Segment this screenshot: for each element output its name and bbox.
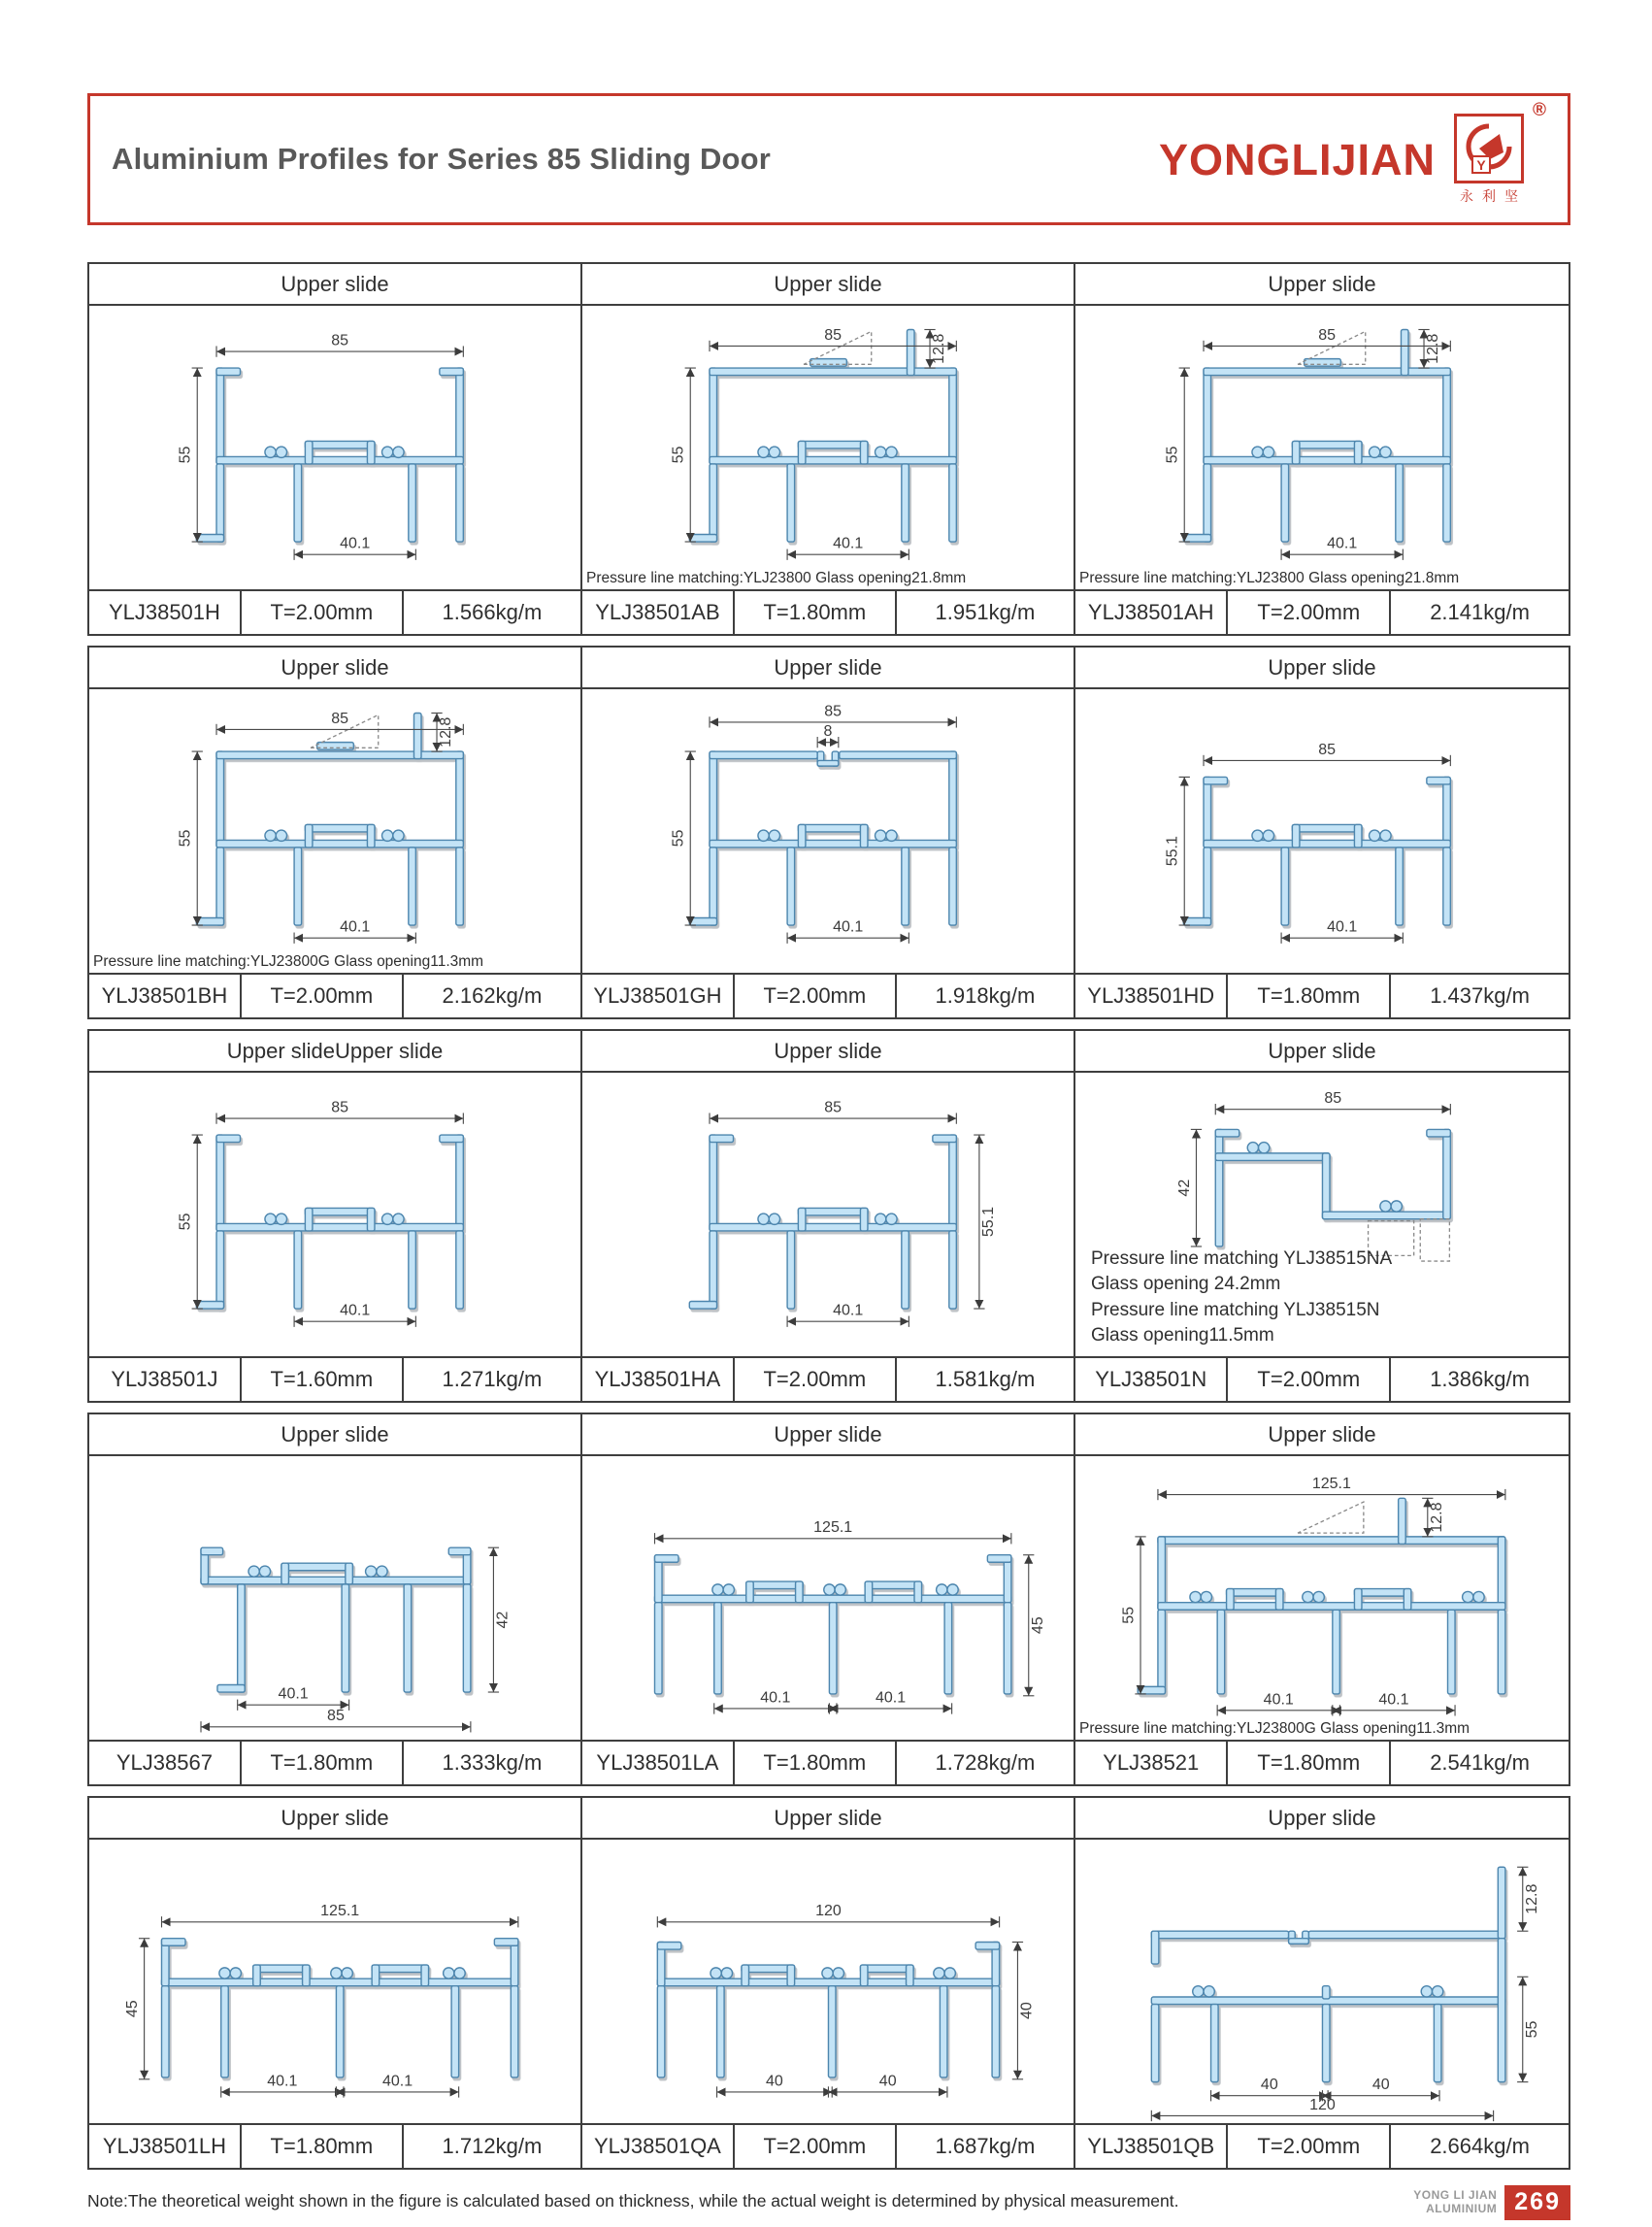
dimension-label: 120	[815, 1903, 842, 1920]
weight-value: 2.141kg/m	[1430, 600, 1530, 624]
profile-cell	[582, 1798, 1075, 2168]
dimension-label: 85	[331, 1099, 349, 1116]
profile-cell	[89, 1798, 582, 2168]
pressure-note: Pressure line matching:YLJ23800 Glass opening21.8mm	[1079, 570, 1460, 586]
profile-drawing	[1075, 1456, 1569, 1740]
footer-brand	[1413, 2185, 1570, 2220]
profile-drawing	[89, 689, 580, 973]
thickness-value: T=2.00mm	[735, 2125, 897, 2168]
profile-cell	[89, 1031, 582, 1401]
dimension-label: 85	[327, 1708, 345, 1725]
thickness-value: T=1.80mm	[1228, 1742, 1391, 1784]
dimension-label: 85	[824, 326, 843, 344]
dimension-label: 40.1	[833, 535, 864, 552]
profile-drawing	[582, 1456, 1074, 1740]
weight-value: 2.541kg/m	[1430, 1750, 1530, 1775]
dimension-label: 45	[124, 2000, 142, 2018]
brand-chinese: 永利坚	[1460, 187, 1527, 204]
cell-header: Upper slide	[89, 648, 580, 689]
cell-data-row	[1075, 591, 1569, 634]
profile-group	[87, 646, 1570, 1019]
cell-drawing	[89, 306, 580, 591]
profile-drawing	[89, 306, 580, 589]
pressure-note-line: Pressure line matching YLJ38515N	[1091, 1299, 1380, 1320]
dimension-label: 55	[670, 446, 687, 464]
model-code: YLJ38501H	[89, 591, 242, 634]
footer-brand-line1: YONG LI JIAN	[1413, 2188, 1498, 2203]
cell-data-row	[89, 1358, 580, 1401]
dimension-label: 55	[1120, 1606, 1138, 1624]
dimension-label: 40	[878, 2073, 897, 2090]
weight-value: 1.566kg/m	[442, 600, 543, 624]
cell-drawing	[582, 306, 1074, 591]
thickness-value: T=1.80mm	[735, 591, 897, 634]
weight-value: 2.162kg/m	[442, 983, 543, 1008]
profile-cell	[582, 648, 1075, 1017]
dimension-label: 40.1	[875, 1689, 907, 1707]
dimension-label: 40.1	[340, 535, 371, 552]
cell-drawing	[89, 1840, 580, 2125]
profile-cell	[89, 264, 582, 634]
dimension-label: 85	[331, 332, 349, 349]
profile-cell	[1075, 648, 1569, 1017]
profile-cell	[89, 1414, 582, 1784]
page-title: Aluminium Profiles for Series 85 Sliding Door	[112, 142, 772, 176]
dimension-label: 42	[494, 1611, 512, 1629]
cell-data-row	[1075, 1742, 1569, 1784]
dimension-label: 40.1	[1378, 1691, 1409, 1709]
model-code: YLJ38501QB	[1075, 2125, 1228, 2168]
profile-cell	[582, 264, 1075, 634]
thickness-value: T=1.80mm	[242, 1742, 404, 1784]
thickness-value: T=1.80mm	[242, 2125, 404, 2168]
cell-header: Upper slide	[1075, 1031, 1569, 1073]
weight-value: 1.918kg/m	[935, 983, 1036, 1008]
cell-header: Upper slide	[89, 1414, 580, 1456]
model-code: YLJ38501GH	[582, 975, 735, 1017]
weight-value: 2.664kg/m	[1430, 2134, 1530, 2158]
profile-cell	[582, 1031, 1075, 1401]
dimension-label: 12.8	[438, 716, 455, 748]
thickness-value: T=2.00mm	[735, 975, 897, 1017]
profile-drawing	[1075, 689, 1569, 973]
profile-cell	[1075, 264, 1569, 634]
cell-data-row	[89, 1742, 580, 1784]
dimension-label: 85	[331, 710, 349, 727]
cell-header: Upper slide	[582, 648, 1074, 689]
pressure-note-line: Glass opening 24.2mm	[1091, 1274, 1281, 1295]
weight-value: 1.333kg/m	[442, 1750, 543, 1775]
cell-data-row	[582, 1742, 1074, 1784]
dimension-label: 55	[1164, 446, 1181, 464]
model-code: YLJ38501LH	[89, 2125, 242, 2168]
dimension-label: 85	[1318, 326, 1337, 344]
profile-drawing	[582, 306, 1074, 589]
cell-drawing	[1075, 689, 1569, 975]
thickness-value: T=1.80mm	[1228, 975, 1391, 1017]
profile-group	[87, 1413, 1570, 1786]
dimension-label: 40.1	[340, 1302, 371, 1319]
footer-brand-line2: ALUMINIUM	[1426, 2202, 1498, 2215]
model-code: YLJ38501J	[89, 1358, 242, 1401]
pressure-note-line: Pressure line matching YLJ38515NA	[1091, 1248, 1393, 1270]
page-header	[87, 93, 1570, 225]
thickness-value: T=2.00mm	[1228, 591, 1391, 634]
dimension-label: 125.1	[320, 1903, 360, 1920]
model-code: YLJ38501N	[1075, 1358, 1228, 1401]
profile-drawing	[89, 1840, 580, 2123]
thickness-value: T=2.00mm	[1228, 2125, 1391, 2168]
cell-header: Upper slide	[1075, 648, 1569, 689]
cell-data-row	[89, 975, 580, 1017]
weight-value: 1.687kg/m	[935, 2134, 1036, 2158]
dimension-label: 55	[670, 829, 687, 848]
dimension-label: 12.8	[1523, 1883, 1540, 1914]
profile-group	[87, 262, 1570, 636]
dimension-label: 40	[1260, 2077, 1278, 2094]
thickness-value: T=2.00mm	[242, 975, 404, 1017]
cell-drawing	[1075, 1456, 1569, 1742]
profile-drawing	[582, 1073, 1074, 1356]
profile-cell	[1075, 1031, 1569, 1401]
brand-mark-letter: Y	[1476, 156, 1486, 173]
dimension-label: 40.1	[1327, 918, 1358, 936]
thickness-value: T=2.00mm	[1228, 1358, 1391, 1401]
thickness-value: T=2.00mm	[735, 1358, 897, 1401]
model-code: YLJ38501LA	[582, 1742, 735, 1784]
dimension-label: 55	[177, 1213, 194, 1231]
dimension-label: 40	[1018, 2002, 1036, 2020]
dimension-label: 40.1	[760, 1689, 791, 1707]
thickness-value: T=1.80mm	[735, 1742, 897, 1784]
cell-data-row	[1075, 975, 1569, 1017]
cell-header: Upper slide	[1075, 1798, 1569, 1840]
weight-value: 1.951kg/m	[935, 600, 1036, 624]
thickness-value: T=1.60mm	[242, 1358, 404, 1401]
dimension-label: 40.1	[381, 2073, 413, 2090]
profile-drawing	[89, 1073, 580, 1356]
dimension-label: 8	[823, 723, 833, 741]
profile-drawing	[1075, 306, 1569, 589]
cell-drawing	[1075, 1073, 1569, 1358]
cell-header: Upper slide	[582, 1031, 1074, 1073]
cell-drawing	[1075, 306, 1569, 591]
profile-drawing	[582, 689, 1074, 973]
brand-swirl-icon	[1460, 119, 1518, 178]
cell-header: Upper slide	[582, 264, 1074, 306]
weight-value: 1.728kg/m	[935, 1750, 1036, 1775]
dimension-label: 12.8	[1428, 1502, 1445, 1533]
profile-cell	[582, 1414, 1075, 1784]
model-code: YLJ38501AB	[582, 591, 735, 634]
dimension-label: 40.1	[1327, 535, 1358, 552]
model-code: YLJ38567	[89, 1742, 242, 1784]
dimension-label: 85	[1318, 741, 1337, 758]
page-footer	[87, 2185, 1570, 2220]
dimension-label: 40.1	[1263, 1691, 1294, 1709]
pressure-note: Pressure line matching:YLJ23800 Glass opening21.8mm	[586, 570, 967, 586]
dimension-label: 40.1	[833, 918, 864, 936]
cell-data-row	[582, 1358, 1074, 1401]
cell-data-row	[582, 2125, 1074, 2168]
cell-header: Upper slideUpper slide	[89, 1031, 580, 1073]
dimension-label: 125.1	[1311, 1475, 1351, 1492]
cell-data-row	[1075, 1358, 1569, 1401]
weight-value: 1.712kg/m	[442, 2134, 543, 2158]
dimension-label: 55.1	[1164, 836, 1181, 867]
profile-drawing	[1075, 1840, 1569, 2123]
model-code: YLJ38501HA	[582, 1358, 735, 1401]
profile-cell	[89, 648, 582, 1017]
weight-value: 1.386kg/m	[1430, 1367, 1530, 1391]
dimension-label: 40	[765, 2073, 783, 2090]
brand-logo	[1158, 99, 1546, 206]
dimension-label: 55	[177, 446, 194, 464]
cell-drawing	[582, 689, 1074, 975]
cell-data-row	[89, 591, 580, 634]
profile-drawing	[89, 1456, 580, 1740]
dimension-label: 55	[177, 829, 194, 848]
model-code: YLJ38501BH	[89, 975, 242, 1017]
dimension-label: 55	[1523, 2020, 1540, 2039]
dimension-label: 55.1	[980, 1206, 998, 1238]
cell-data-row	[89, 2125, 580, 2168]
cell-drawing	[582, 1840, 1074, 2125]
dimension-label: 40	[1371, 2077, 1390, 2094]
cell-drawing	[582, 1456, 1074, 1742]
model-code: YLJ38501QA	[582, 2125, 735, 2168]
model-code: YLJ38501HD	[1075, 975, 1228, 1017]
cell-drawing	[1075, 1840, 1569, 2125]
cell-drawing	[582, 1073, 1074, 1358]
dimension-label: 40.1	[833, 1302, 864, 1319]
registered-mark: ®	[1533, 99, 1546, 120]
cell-data-row	[582, 975, 1074, 1017]
pressure-notes	[1091, 1246, 1392, 1348]
pressure-note-line: Glass opening11.5mm	[1091, 1324, 1274, 1346]
pressure-note: Pressure line matching:YLJ23800G Glass opening11.3mm	[1079, 1720, 1470, 1737]
cell-header: Upper slide	[89, 264, 580, 306]
dimension-label: 85	[824, 1099, 843, 1116]
dimension-label: 85	[824, 703, 843, 720]
weight-value: 1.271kg/m	[442, 1367, 543, 1391]
cell-header: Upper slide	[582, 1414, 1074, 1456]
dimension-label: 45	[1029, 1616, 1046, 1635]
page-number: 269	[1504, 2185, 1570, 2220]
cell-data-row	[582, 591, 1074, 634]
cell-header: Upper slide	[1075, 1414, 1569, 1456]
profile-table	[87, 262, 1570, 2170]
dimension-label: 40.1	[267, 2073, 298, 2090]
dimension-label: 12.8	[931, 333, 948, 364]
weight-value: 1.581kg/m	[935, 1367, 1036, 1391]
dimension-label: 120	[1309, 2096, 1336, 2113]
footer-note: Note:The theoretical weight shown in the figure is calculated based on thickness, while the actual weight is determined by physical measurement.	[87, 2191, 1179, 2210]
cell-drawing	[89, 1456, 580, 1742]
profile-cell	[1075, 1414, 1569, 1784]
profile-group	[87, 1796, 1570, 2170]
profile-group	[87, 1029, 1570, 1403]
profile-cell	[1075, 1798, 1569, 2168]
profile-drawing	[582, 1840, 1074, 2123]
cell-header: Upper slide	[1075, 264, 1569, 306]
dimension-label: 12.8	[1425, 333, 1442, 364]
cell-header: Upper slide	[89, 1798, 580, 1840]
model-code: YLJ38501AH	[1075, 591, 1228, 634]
dimension-label: 40.1	[278, 1685, 309, 1703]
weight-value: 1.437kg/m	[1430, 983, 1530, 1008]
cell-data-row	[1075, 2125, 1569, 2168]
cell-drawing	[89, 689, 580, 975]
brand-wordmark: YONGLIJIAN	[1158, 134, 1436, 184]
cell-drawing	[89, 1073, 580, 1358]
thickness-value: T=2.00mm	[242, 591, 404, 634]
dimension-label: 85	[1324, 1090, 1342, 1108]
dimension-label: 42	[1175, 1179, 1193, 1197]
brand-mark	[1451, 99, 1546, 206]
pressure-note: Pressure line matching:YLJ23800G Glass opening11.3mm	[93, 953, 484, 970]
dimension-label: 125.1	[813, 1519, 853, 1537]
model-code: YLJ38521	[1075, 1742, 1228, 1784]
cell-header: Upper slide	[582, 1798, 1074, 1840]
dimension-label: 40.1	[340, 918, 371, 936]
